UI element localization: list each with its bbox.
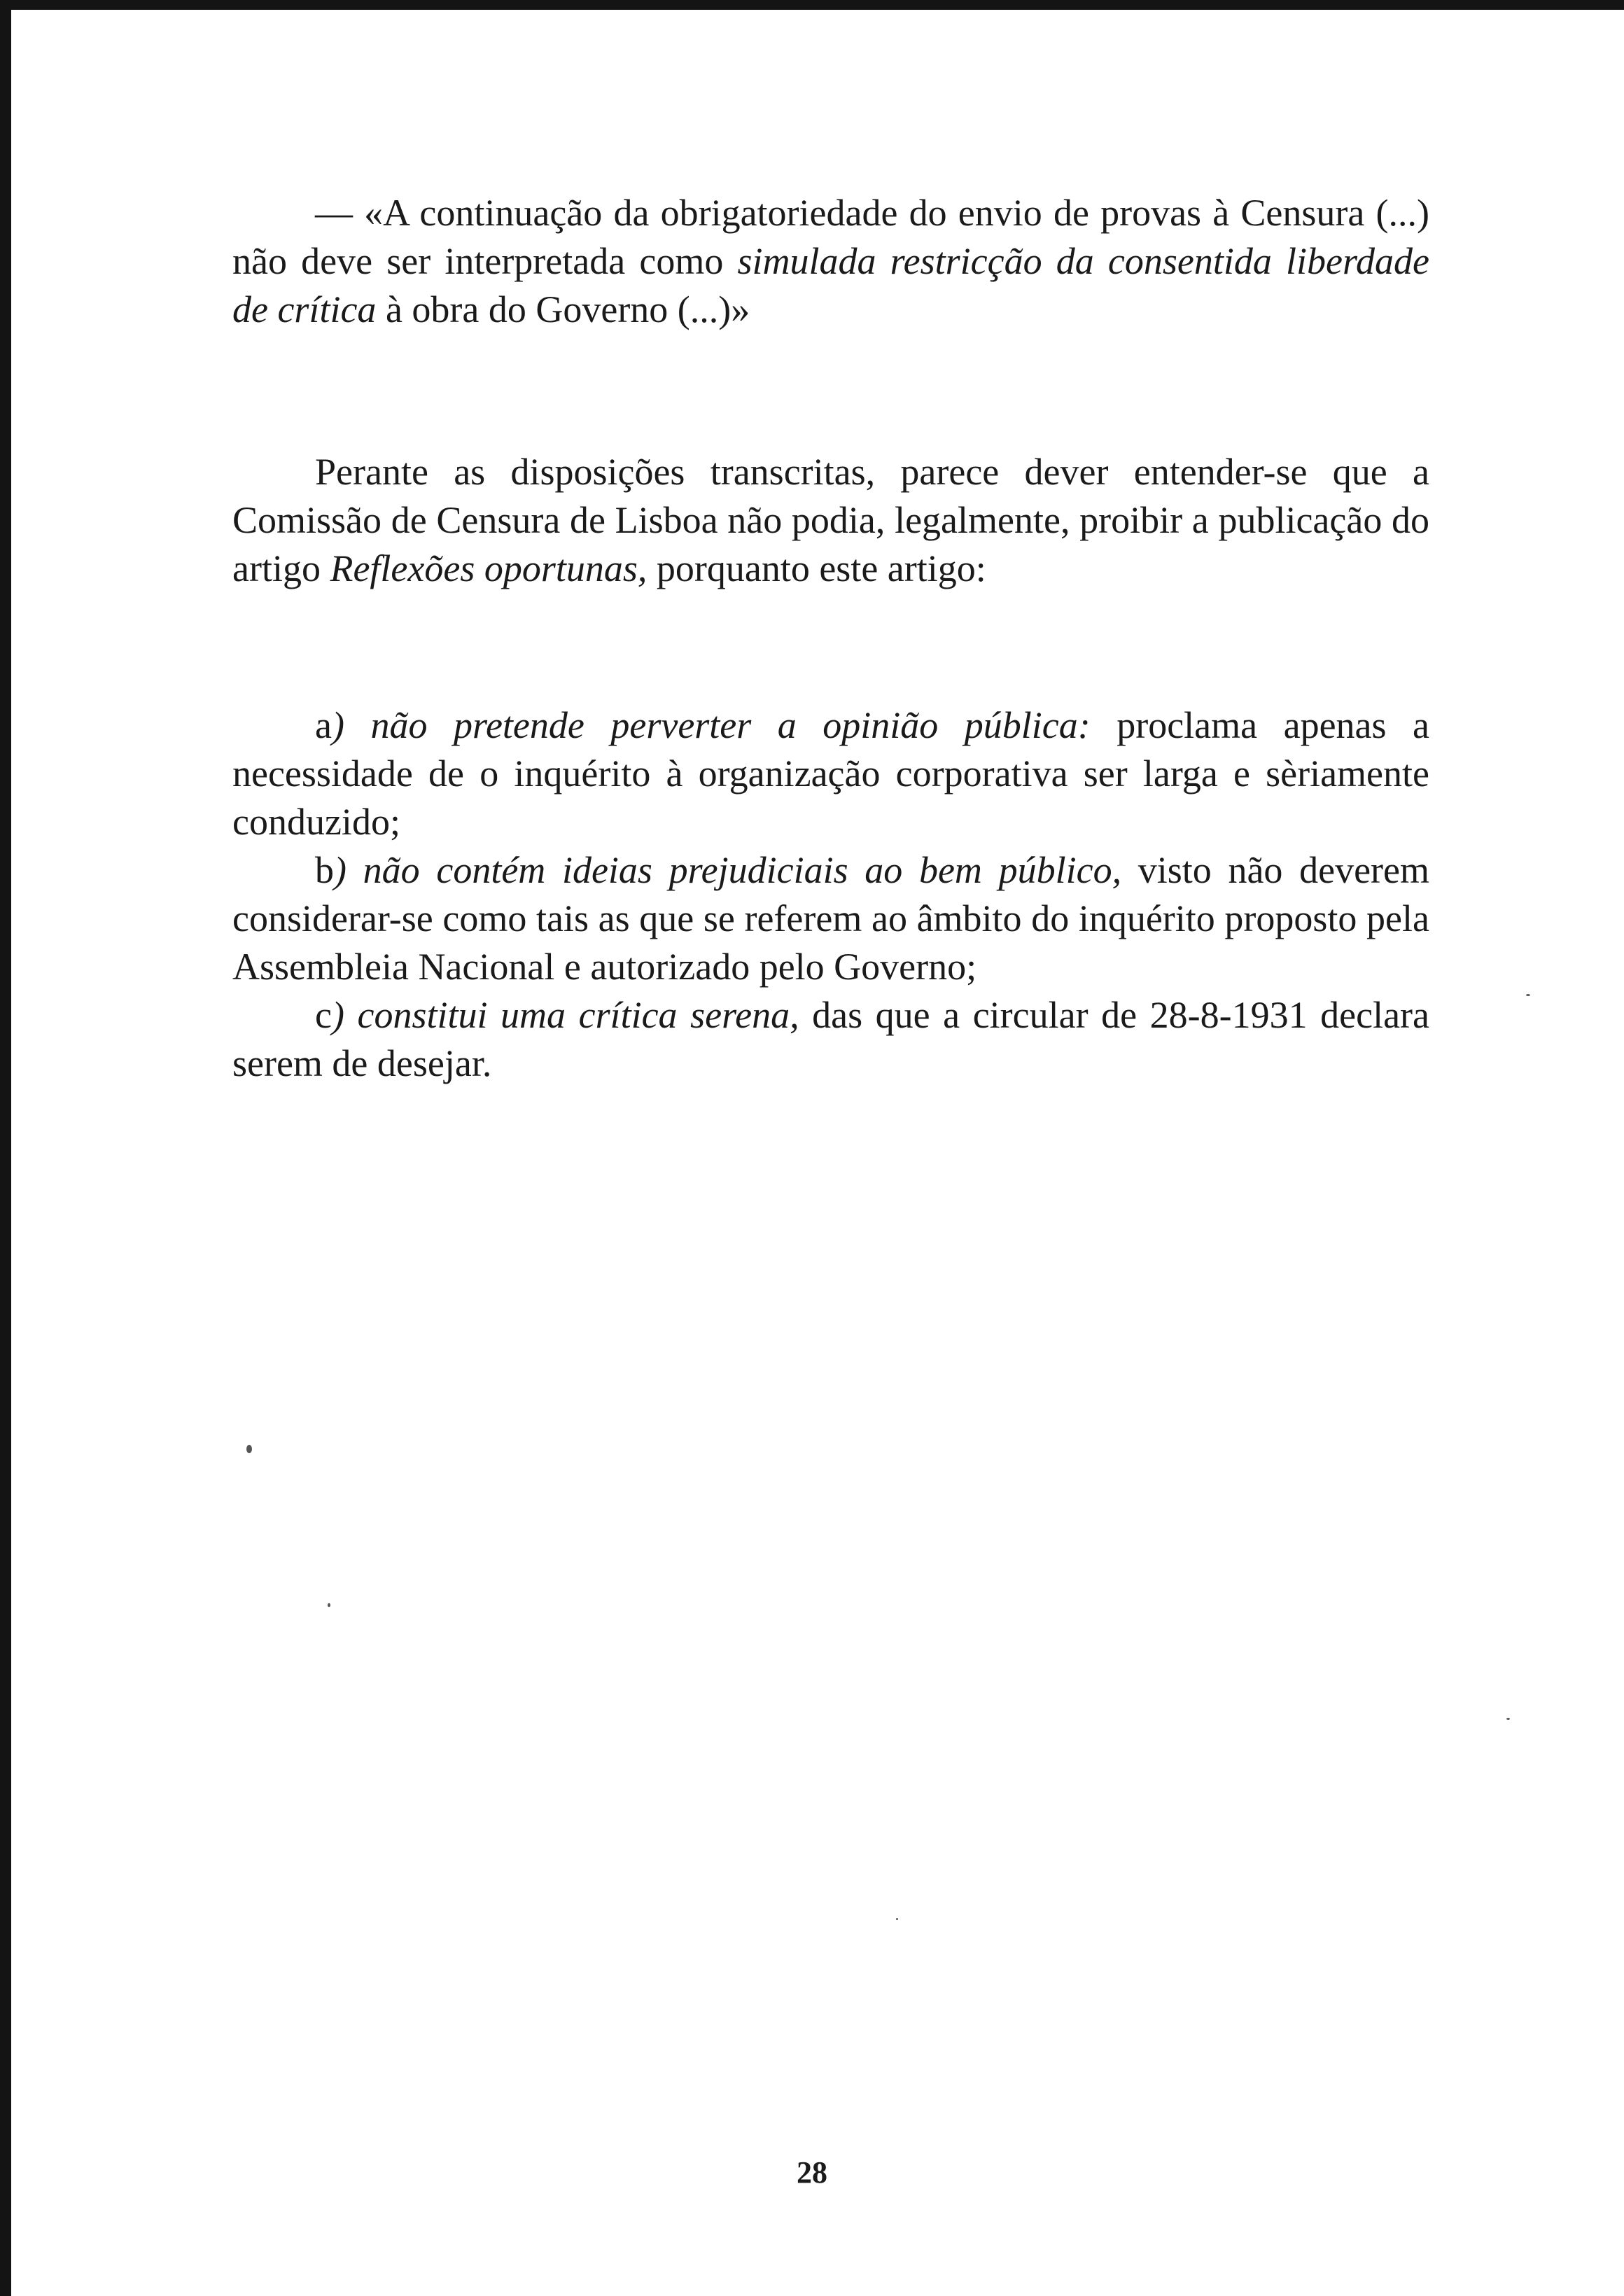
item-text: visto não deverem considerar-se como tais as que se referem ao âmbito do inquérito proposto pela Assembleia Nacional e autorizado pelo Governo; — [232, 849, 1429, 988]
item-letter: b — [315, 849, 334, 891]
item-paren: ) — [331, 994, 344, 1036]
item-text: das que a circular de 28-8-1931 declara serem de desejar. — [232, 994, 1429, 1084]
item-italic: constitui uma crítica serena, — [357, 994, 799, 1036]
item-paren: ) — [331, 704, 344, 746]
list-item — [232, 846, 1429, 991]
item-italic: não contém ideias prejudiciais ao bem público, — [363, 849, 1122, 891]
scan-speck — [896, 1918, 898, 1920]
argument-paragraph — [232, 448, 1429, 593]
page-number: 28 — [797, 2155, 827, 2190]
scan-border-top — [0, 0, 1624, 10]
list-item — [232, 991, 1429, 1088]
items-list — [232, 701, 1429, 1088]
quote-tail: à obra do Governo (...)» — [376, 288, 750, 330]
scan-border-left — [0, 0, 11, 2296]
quote-paragraph — [232, 189, 1429, 334]
item-italic: não pretende perverter a opinião pública: — [370, 704, 1091, 746]
item-letter: c — [315, 994, 332, 1036]
scan-speck — [328, 1603, 330, 1607]
quote-italic: simulada restricção da consentida liberdade de crítica — [232, 240, 1429, 330]
item-letter: a — [315, 704, 332, 746]
item-paren: ) — [334, 849, 346, 891]
argument-italic: Reflexões oportunas, — [330, 547, 648, 589]
list-item — [232, 701, 1429, 846]
scan-speck — [1506, 1718, 1510, 1720]
scan-speck — [246, 1445, 252, 1453]
argument-tail: porquanto este artigo: — [647, 547, 986, 589]
scan-speck — [1526, 994, 1530, 996]
quote-lead: — «A continuação da obrigatoriedade do envio de provas à Censura (...) não deve ser interpretada como — [232, 192, 1429, 282]
item-text: proclama apenas a necessidade de o inquérito à organização corporativa ser larga e sèriamente conduzido; — [232, 704, 1430, 843]
argument-lead: Perante as disposições transcritas, parece dever entender-se que a Comissão de Censura de Lisboa não podia, legalmente, proibir a publicação do artigo — [232, 451, 1429, 589]
